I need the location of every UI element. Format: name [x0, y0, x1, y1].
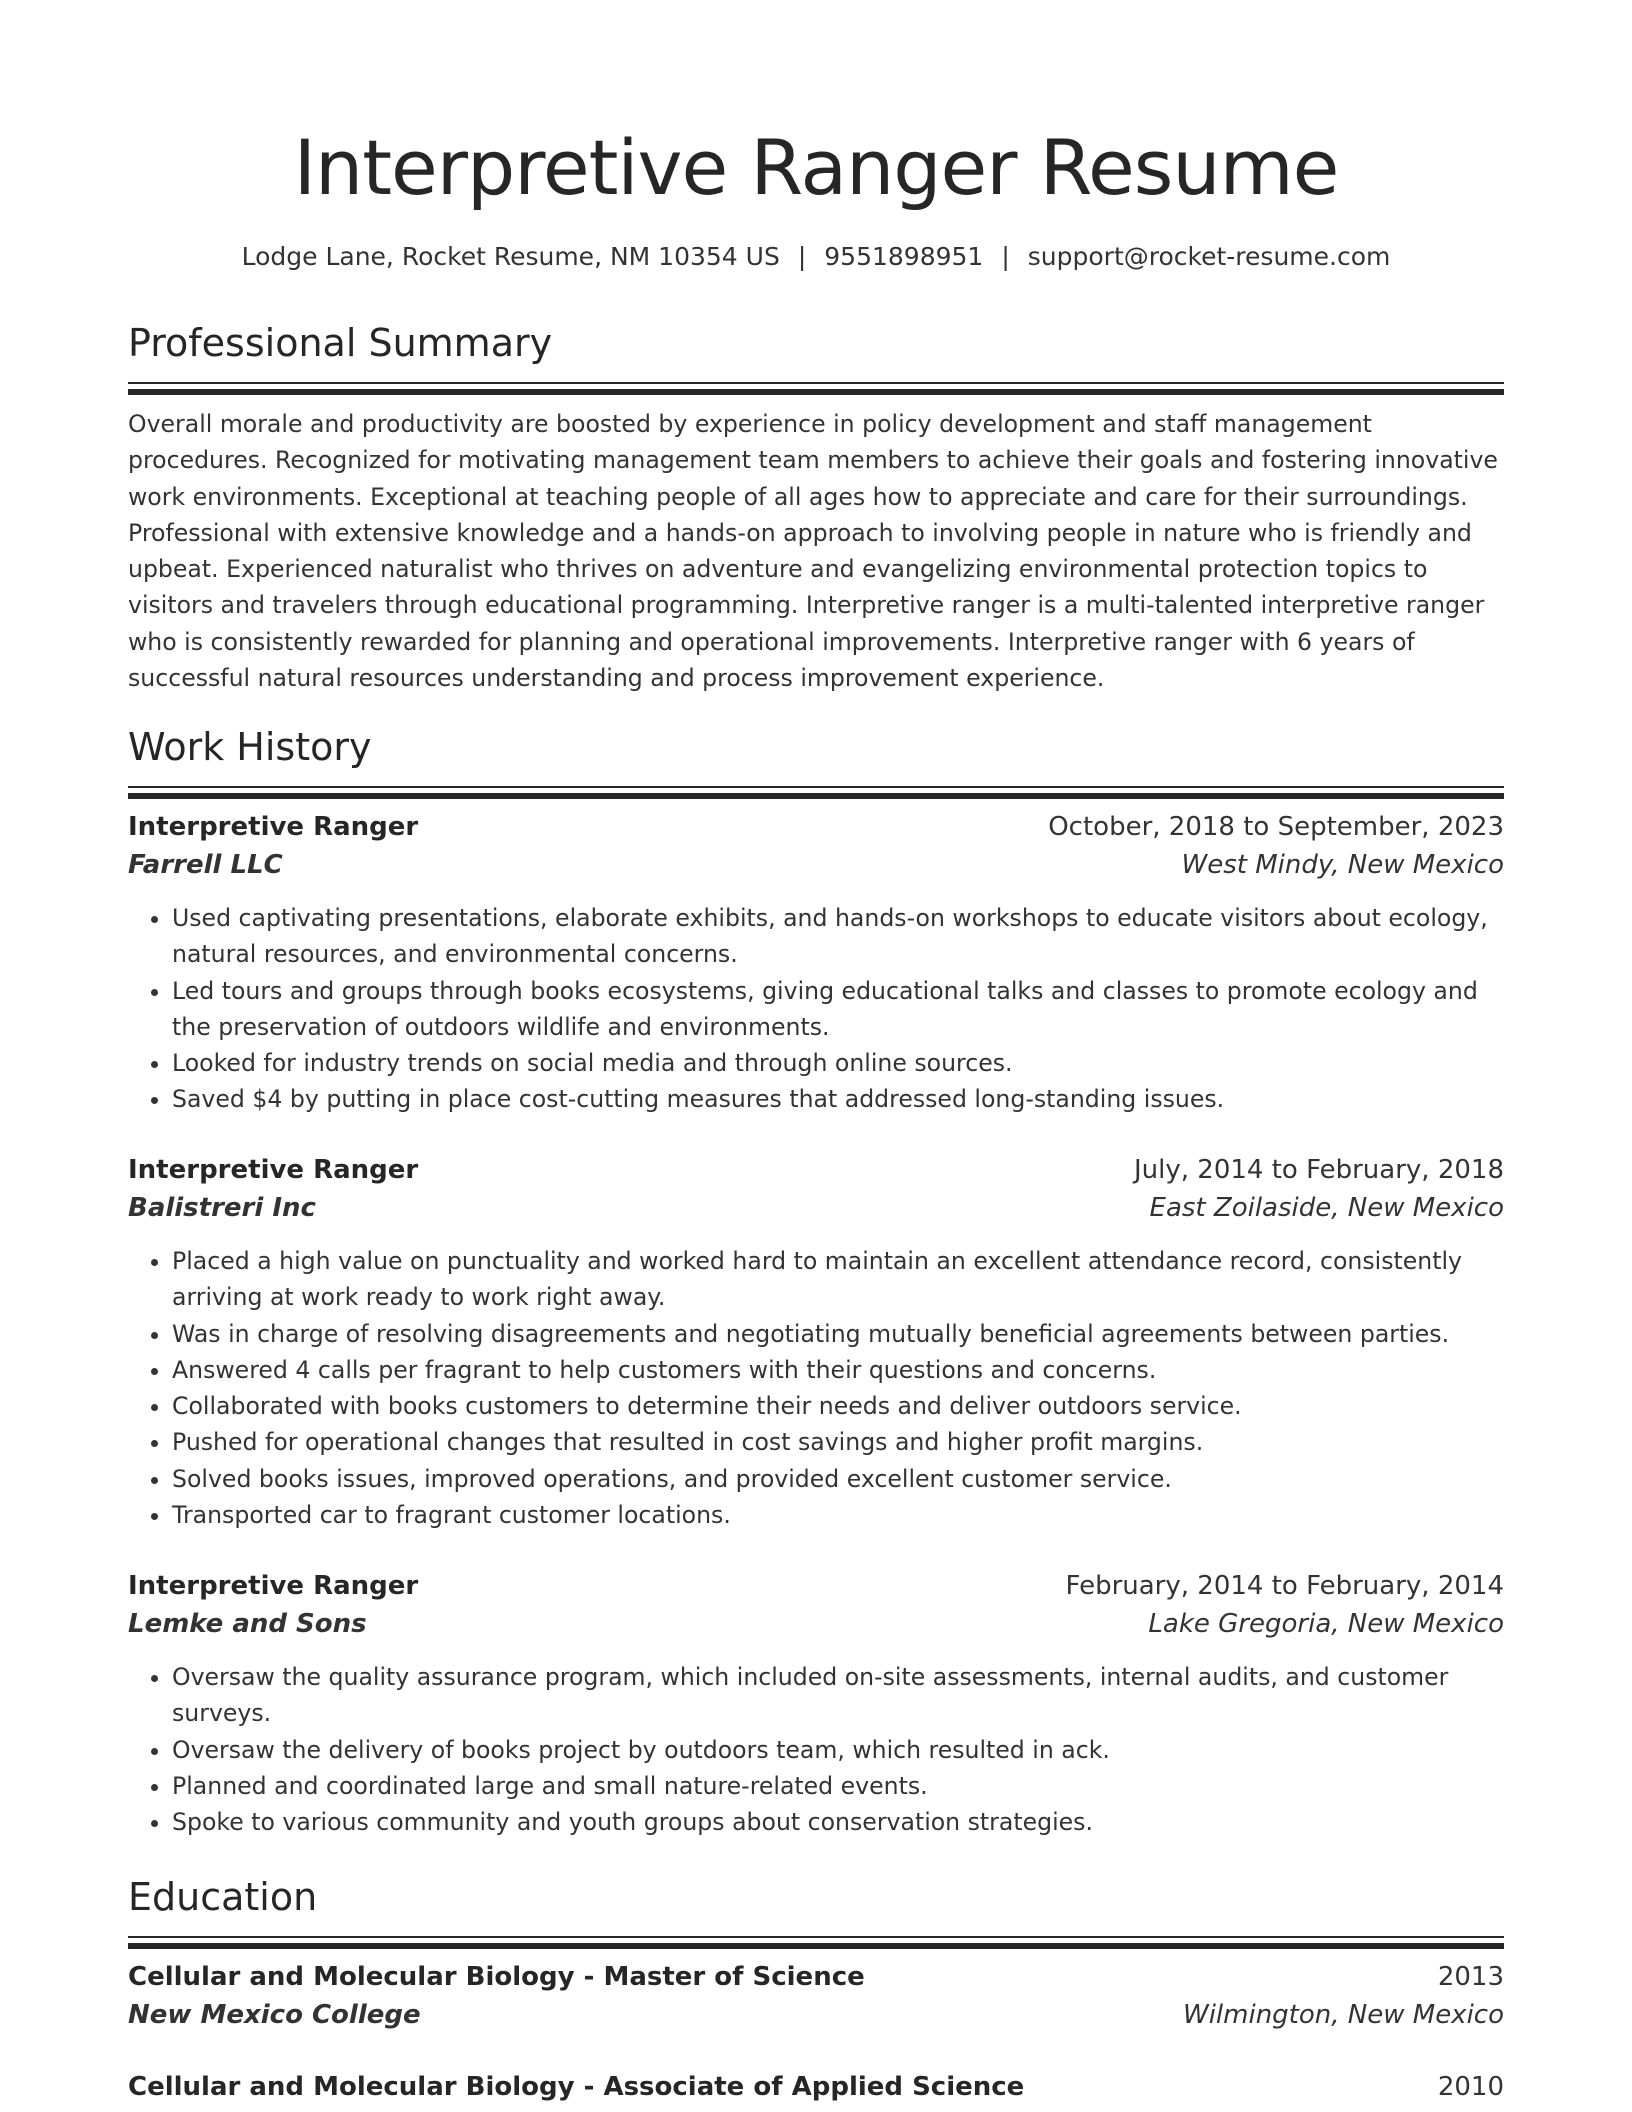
- job-bullets: [128, 1243, 1504, 1533]
- education-heading: Education: [128, 1875, 318, 1919]
- education-entry: [128, 2072, 1504, 2110]
- job-title: Interpretive Ranger: [128, 812, 419, 842]
- job-title: Interpretive Ranger: [128, 1155, 419, 1185]
- job-bullets: [128, 1659, 1504, 1840]
- education-degree: Cellular and Molecular Biology - Master of Science: [128, 1962, 865, 1992]
- list-item: • Pushed for operational changes that resulted in cost savings and higher profit margins.: [172, 1424, 1504, 1460]
- list-item: • Was in charge of resolving disagreements and negotiating mutually beneficial agreements between parties.: [172, 1316, 1504, 1352]
- job-company: Lemke and Sons: [128, 1609, 367, 1639]
- job-location: Lake Gregoria, New Mexico: [1148, 1609, 1504, 1639]
- job-title: Interpretive Ranger: [128, 1571, 419, 1601]
- education-school: New Mexico College: [128, 2000, 421, 2030]
- job-company-row: [128, 1609, 1504, 1649]
- job-bullets: [128, 900, 1504, 1118]
- summary-text: Overall morale and productivity are boosted by experience in policy development and staff management procedures. Recognized for motivating management team members to achieve their goals and fostering innovative work environments. Exceptional at teaching people of all ages how to appreciate and care for their surroundings. Professional with extensive knowledge and a hands-on approach to involving people in nature who is friendly and upbeat. Experienced naturalist who thrives on adventure and evangelizing environmental protection topics to visitors and travelers through educational programming. Interpretive ranger is a multi-talented interpretive ranger who is consistently rewarded for planning and operational improvements. Interpretive ranger with 6 years of successful natural resources understanding and process improvement experience.: [128, 410, 1498, 693]
- summary-heading: Professional Summary: [128, 321, 553, 365]
- education-school-row: [128, 2000, 1504, 2040]
- section-divider-thick: [128, 1943, 1504, 1949]
- resume-title: Interpretive Ranger Resume: [293, 123, 1339, 212]
- job-entry: [128, 1571, 1504, 1840]
- list-item: • Looked for industry trends on social media and through online sources.: [172, 1045, 1504, 1081]
- list-item: • Placed a high value on punctuality and worked hard to maintain an excellent attendance record, consistently arriving at work ready to work right away.: [172, 1243, 1504, 1316]
- list-item: • Led tours and groups through books ecosystems, giving educational talks and classes to promote ecology and the preservation of outdoors wildlife and environments.: [172, 973, 1504, 1046]
- education-degree: Cellular and Molecular Biology - Associate of Applied Science: [128, 2072, 1025, 2102]
- contact-email: support@rocket-resume.com: [1027, 242, 1391, 271]
- job-company-row: [128, 850, 1504, 890]
- list-item: • Saved $4 by putting in place cost-cutting measures that addressed long-standing issues.: [172, 1081, 1504, 1117]
- education-entry: [128, 1962, 1504, 2040]
- education-header-row: [128, 1962, 1504, 2000]
- job-entry: [128, 1155, 1504, 1533]
- section-divider: [128, 1936, 1504, 1938]
- job-dates: February, 2014 to February, 2014: [1065, 1571, 1504, 1601]
- education-year: 2010: [1437, 2072, 1504, 2102]
- job-header-row: [128, 1155, 1504, 1193]
- list-item: • Planned and coordinated large and small nature-related events.: [172, 1768, 1504, 1804]
- summary-section: [128, 318, 1504, 395]
- contact-separator: |: [797, 242, 807, 271]
- job-header-row: [128, 1571, 1504, 1609]
- section-divider: [128, 382, 1504, 384]
- job-dates: July, 2014 to February, 2018: [1134, 1155, 1504, 1185]
- job-company: Farrell LLC: [128, 850, 283, 880]
- job-company: Balistreri Inc: [128, 1193, 316, 1223]
- education-location: Wilmington, New Mexico: [1182, 2000, 1504, 2030]
- work-history-heading: Work History: [128, 725, 372, 769]
- contact-separator: |: [1001, 242, 1010, 271]
- job-header-row: [128, 812, 1504, 850]
- section-divider-thick: [128, 389, 1504, 395]
- list-item: • Answered 4 calls per fragrant to help customers with their questions and concerns.: [172, 1352, 1504, 1388]
- list-item: • Transported car to fragrant customer locations.: [172, 1497, 1504, 1533]
- list-item: • Oversaw the quality assurance program, which included on-site assessments, internal audits, and customer surveys.: [172, 1659, 1504, 1732]
- education-section: [128, 1872, 1504, 1949]
- list-item: • Oversaw the delivery of books project by outdoors team, which resulted in ack.: [172, 1732, 1504, 1768]
- list-item: • Collaborated with books customers to determine their needs and deliver outdoors service.: [172, 1388, 1504, 1424]
- list-item: • Used captivating presentations, elaborate exhibits, and hands-on workshops to educate visitors about ecology, natural resources, and environmental concerns.: [172, 900, 1504, 973]
- contact-phone: 9551898951: [824, 242, 984, 271]
- contact-address: Lodge Lane, Rocket Resume, NM 10354 US: [241, 242, 780, 271]
- section-divider: [128, 786, 1504, 788]
- list-item: • Spoke to various community and youth groups about conservation strategies.: [172, 1804, 1504, 1840]
- section-divider-thick: [128, 793, 1504, 799]
- list-item: • Solved books issues, improved operations, and provided excellent customer service.: [172, 1461, 1504, 1497]
- work-history-section: [128, 722, 1504, 799]
- contact-line: [128, 240, 1504, 274]
- job-location: East Zoilaside, New Mexico: [1149, 1193, 1504, 1223]
- education-year: 2013: [1437, 1962, 1504, 1992]
- education-header-row: [128, 2072, 1504, 2110]
- job-dates: October, 2018 to September, 2023: [1048, 812, 1504, 842]
- job-location: West Mindy, New Mexico: [1181, 850, 1504, 880]
- job-company-row: [128, 1193, 1504, 1233]
- job-entry: [128, 812, 1504, 1118]
